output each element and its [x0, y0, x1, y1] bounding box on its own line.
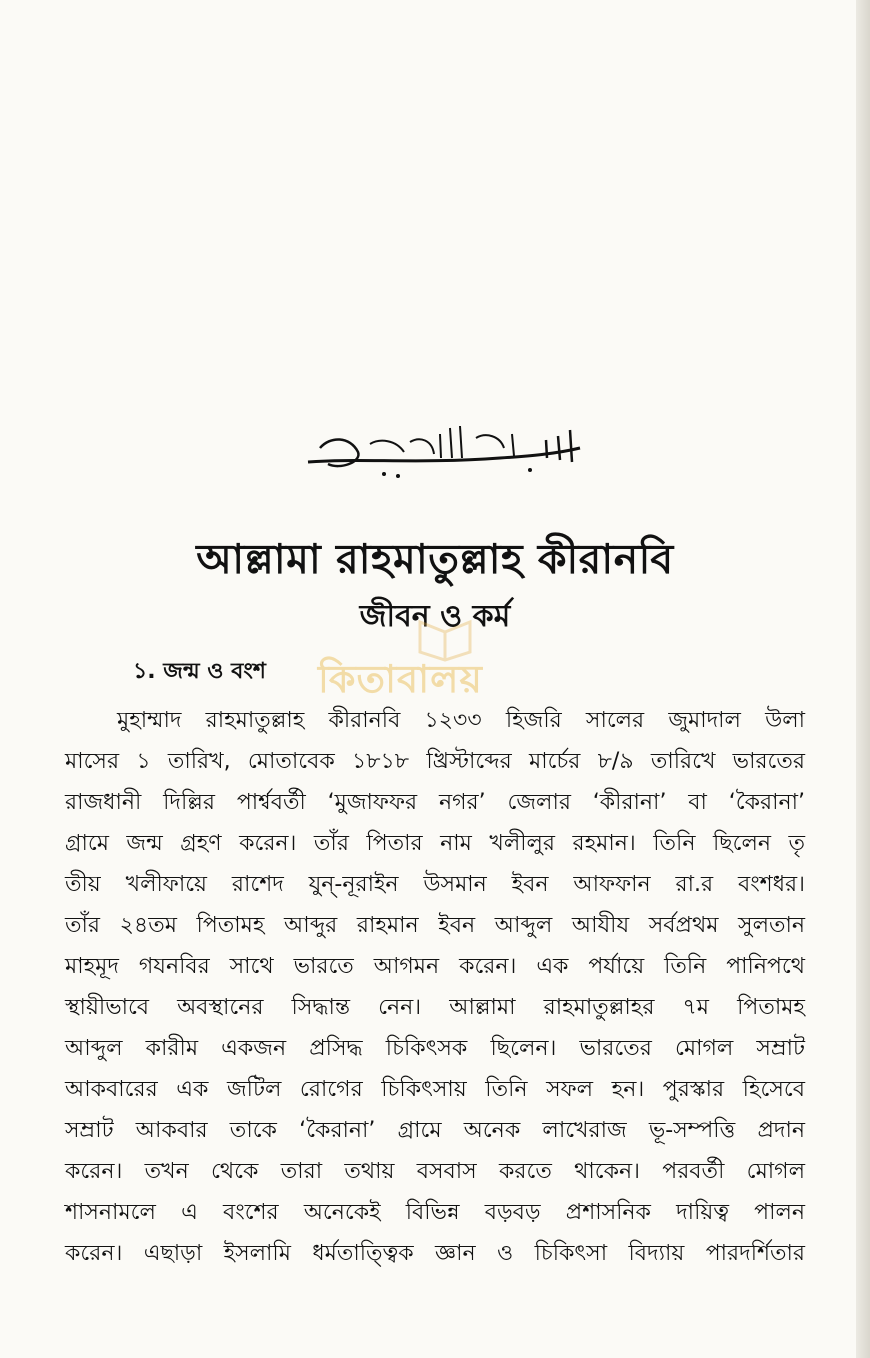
paragraph-line: তাঁর ২৪তম পিতামহ আব্দুর রাহমান ইবন আব্দুল আযীয সর্বপ্রথম সুলতান: [65, 913, 805, 938]
paragraph-line: আকবারের এক জটিল রোগের চিকিৎসায় তিনি সফল হন। পুরস্কার হিসেবে: [65, 1077, 805, 1102]
paragraph-line: করেন। তখন থেকে তারা তথায় বসবাস করতে থাকেন। পরবর্তী মোগল: [65, 1159, 805, 1184]
page-edge: [856, 0, 870, 1358]
paragraph-line: গ্রামে জন্ম গ্রহণ করেন। তাঁর পিতার নাম খলীলুর রহমান। তিনি ছিলেন তৃ: [65, 831, 805, 856]
paragraph-line: স্থায়ীভাবে অবস্থানের সিদ্ধান্ত নেন। আল্লামা রাহমাতুল্লাহর ৭ম পিতামহ: [65, 995, 805, 1020]
paragraph-line: রাজধানী দিল্লির পার্শ্ববর্তী ‘মুজাফফর নগর’ জেলার ‘কীরানা’ বা ‘কৈরানা’: [65, 790, 805, 815]
page-subtitle: জীবন ও কর্ম: [359, 599, 511, 634]
paragraph-line: মাসের ১ তারিখ, মোতাবেক ১৮১৮ খ্রিস্টাব্দের মার্চের ৮/৯ তারিখে ভারতের: [65, 749, 805, 774]
section-heading: ১. জন্ম ও বংশ: [133, 659, 266, 684]
paragraph-line: শাসনামলে এ বংশের অনেকেই বিভিন্ন বড়বড় প্রশাসনিক দায়িত্ব পালন: [65, 1200, 805, 1225]
paragraph-line: মুহাম্মাদ রাহমাতুল্লাহ কীরানবি ১২৩৩ হিজরি সালের জুমাদাল উলা: [117, 708, 805, 733]
watermark-text: কিতাবালয়: [318, 657, 483, 701]
page-title: আল্লামা রাহমাতুল্লাহ কীরানবি: [196, 535, 674, 583]
bismillah-calligraphy: [300, 418, 590, 484]
paragraph-line: আব্দুল কারীম একজন প্রসিদ্ধ চিকিৎসক ছিলেন। ভারতের মোগল সম্রাট: [65, 1036, 805, 1061]
paragraph-line: তীয় খলীফায়ে রাশেদ যুন্-নূরাইন উসমান ইবন আফফান রা.র বংশধর।: [65, 872, 805, 897]
body-paragraph: [65, 700, 805, 1274]
paragraph-line: করেন। এছাড়া ইসলামি ধর্মতাত্ত্বিক জ্ঞান ও চিকিৎসা বিদ্যায় পারদর্শিতার: [65, 1241, 805, 1266]
paragraph-line: মাহমূদ গযনবির সাথে ভারতে আগমন করেন। এক পর্যায়ে তিনি পানিপথে: [65, 954, 805, 979]
paragraph-line: সম্রাট আকবার তাকে ‘কৈরানা’ গ্রামে অনেক লাখেরাজ ভূ-সম্পত্তি প্রদান: [65, 1118, 805, 1143]
